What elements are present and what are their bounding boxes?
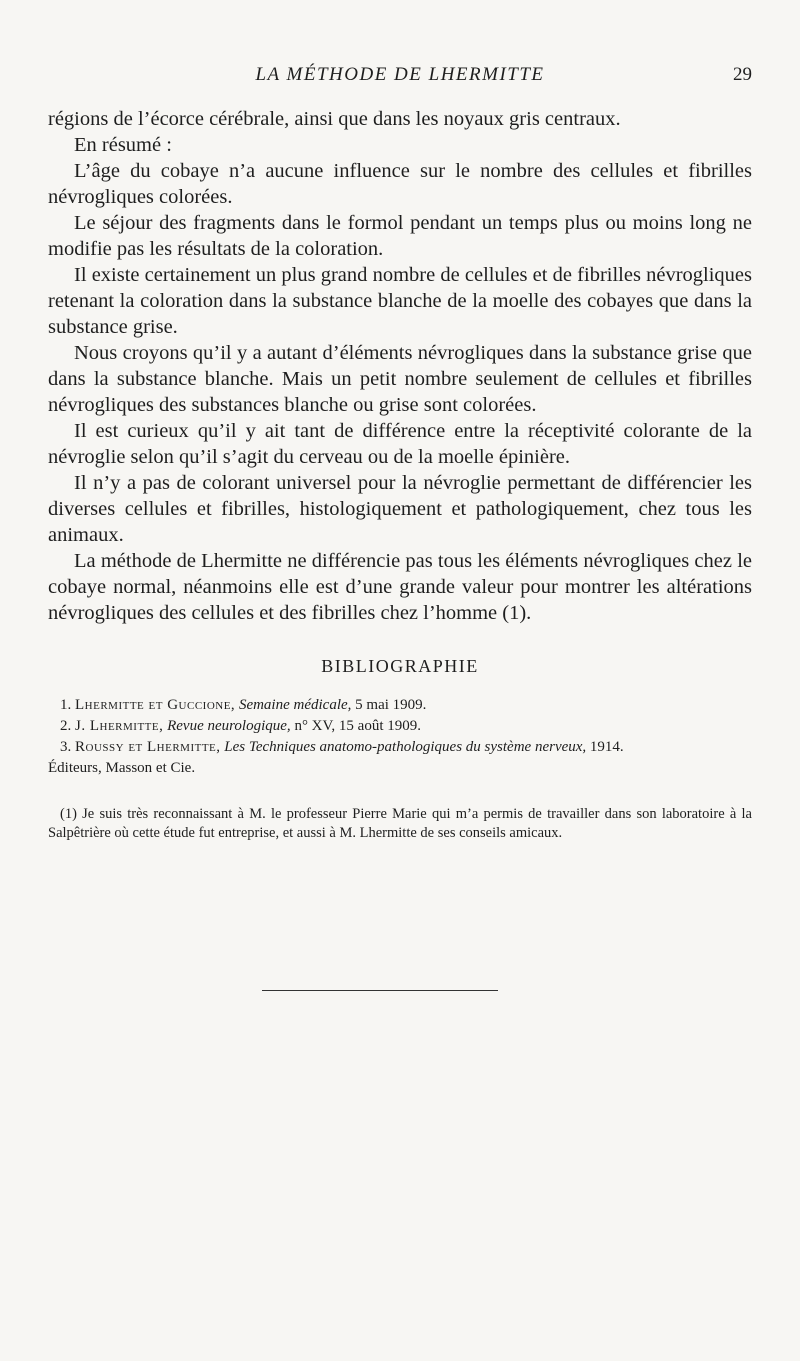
paragraph: La méthode de Lhermitte ne différencie pas tous les éléments névrogliques chez le cobaye normal, néanmoins elle est d’une grande valeur pour montrer les altérations névrogliques des cellules et des fibrilles chez l’homme (1).: [48, 550, 752, 624]
reference-number: 2.: [60, 718, 72, 734]
reference-journal: Semaine médicale,: [238, 697, 352, 713]
running-head: [48, 64, 752, 94]
paragraph: régions de l’écorce cérébrale, ainsi que dans les noyaux gris centraux.: [48, 108, 621, 130]
body-text: [48, 106, 752, 626]
page-number: 29: [733, 64, 752, 85]
reference-item: [48, 737, 752, 758]
reference-item: [48, 716, 752, 737]
end-rule: [262, 990, 498, 991]
reference-authors: Lhermitte et Guccione,: [75, 697, 236, 713]
running-title: LA MÉTHODE DE LHERMITTE: [255, 64, 545, 85]
reference-authors: J. Lhermitte,: [75, 718, 164, 734]
reference-number: 3.: [60, 739, 72, 755]
paragraph: Nous croyons qu’il y a autant d’éléments névrogliques dans la substance grise que dans la substance blanche. Mais un petit nombre seulement de cellules et fibrilles névrogliques des substances blanche ou grise sont colorées.: [48, 342, 752, 416]
reference-publisher: Éditeurs, Masson et Cie.: [48, 760, 196, 776]
paragraph: Il existe certainement un plus grand nombre de cellules et de fibrilles névrogliques retenant la coloration dans la substance blanche de la moelle des cobayes que dans la substance grise.: [48, 264, 752, 338]
bibliography-list: [48, 695, 752, 779]
reference-number: 1.: [60, 697, 72, 713]
paragraph: En résumé :: [74, 134, 172, 156]
book-page: [48, 64, 752, 858]
reference-details: n° XV, 15 août 1909.: [294, 718, 421, 734]
reference-journal: Revue neurologique,: [167, 718, 291, 734]
footnote: (1) Je suis très reconnaissant à M. le professeur Pierre Marie qui m’a permis de travailler dans son laboratoire à la Salpêtrière où cette étude fut entreprise, et aussi à M. Lhermitte de ses conseils amicaux.: [48, 806, 752, 841]
reference-journal: Les Techniques anatomo-pathologiques du système nerveux,: [224, 739, 587, 755]
reference-authors: Roussy et Lhermitte,: [75, 739, 221, 755]
reference-item: [48, 695, 752, 716]
paragraph: Le séjour des fragments dans le formol pendant un temps plus ou moins long ne modifie pas les résultats de la coloration.: [48, 212, 752, 260]
paragraph: Il est curieux qu’il y ait tant de différence entre la réceptivité colorante de la névroglie selon qu’il s’agit du cerveau ou de la moelle épinière.: [48, 420, 752, 468]
reference-details: 1914.: [589, 739, 624, 755]
paragraph: Il n’y a pas de colorant universel pour la névroglie permettant de différencier les diverses cellules et fibrilles, histologiquement et pathologiquement, chez tous les animaux.: [48, 472, 752, 546]
bibliography-heading: BIBLIOGRAPHIE: [321, 656, 479, 676]
paragraph: L’âge du cobaye n’a aucune influence sur le nombre des cellules et fibrilles névrogliques colorées.: [48, 160, 752, 208]
reference-details: 5 mai 1909.: [355, 697, 427, 713]
